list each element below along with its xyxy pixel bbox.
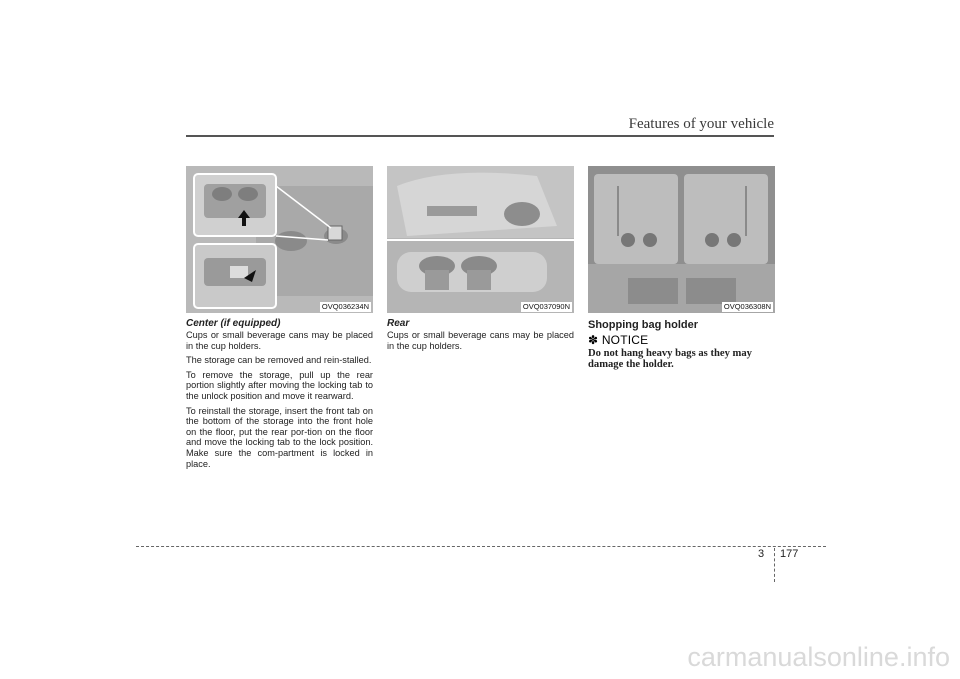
shopping-bag-holder-illustration: [588, 166, 775, 313]
notice-title: NOTICE: [601, 333, 649, 347]
column-shopping-bag-holder: [588, 166, 775, 371]
column-center: [186, 166, 373, 473]
center-cupholder-illustration: [186, 166, 373, 313]
figure-shopping-bag-holder: [588, 166, 775, 313]
notice-heading: [588, 333, 775, 347]
paragraph: To remove the storage, pull up the rear portion slightly after moving the locking tab to the unlock position and move it rearward.: [186, 369, 373, 401]
footer-separator: [774, 548, 775, 582]
page-number: 177: [780, 548, 799, 560]
rear-cupholder-illustration: [387, 166, 574, 313]
notice-symbol-icon: ✽: [588, 333, 599, 347]
figure-rear-cupholder: [387, 166, 574, 313]
figure-code: OVQ037090N: [522, 302, 570, 311]
figure-code: OVQ036234N: [321, 302, 369, 311]
paragraph: The storage can be removed and rein-stalled.: [186, 355, 372, 366]
watermark: carmanualsonline.info: [687, 642, 950, 672]
paragraph: Cups or small beverage cans may be placed in the cup holders.: [387, 330, 574, 351]
page-header-title: Features of your vehicle: [628, 116, 774, 132]
paragraph: To reinstall the storage, insert the front tab on the bottom of the storage into the front hole on the floor, put the rear por-tion on the floor and move the locking tab to the lock position. Make sure the com-partment is locked in place.: [186, 405, 373, 469]
section-heading: Shopping bag holder: [588, 319, 698, 331]
subheading-rear: Rear: [387, 318, 410, 329]
paragraph: Cups or small beverage cans may be placed in the cup holders.: [186, 330, 373, 351]
chapter-number: 3: [758, 548, 765, 560]
column-rear: [387, 166, 574, 355]
notice-text: Do not hang heavy bags as they may damage the holder.: [588, 348, 752, 371]
subheading-center: Center (if equipped): [186, 318, 281, 329]
figure-code: OVQ036308N: [723, 302, 771, 311]
header-rule: [186, 135, 774, 137]
figure-center-cupholder: [186, 166, 373, 313]
footer-rule: [136, 546, 826, 547]
